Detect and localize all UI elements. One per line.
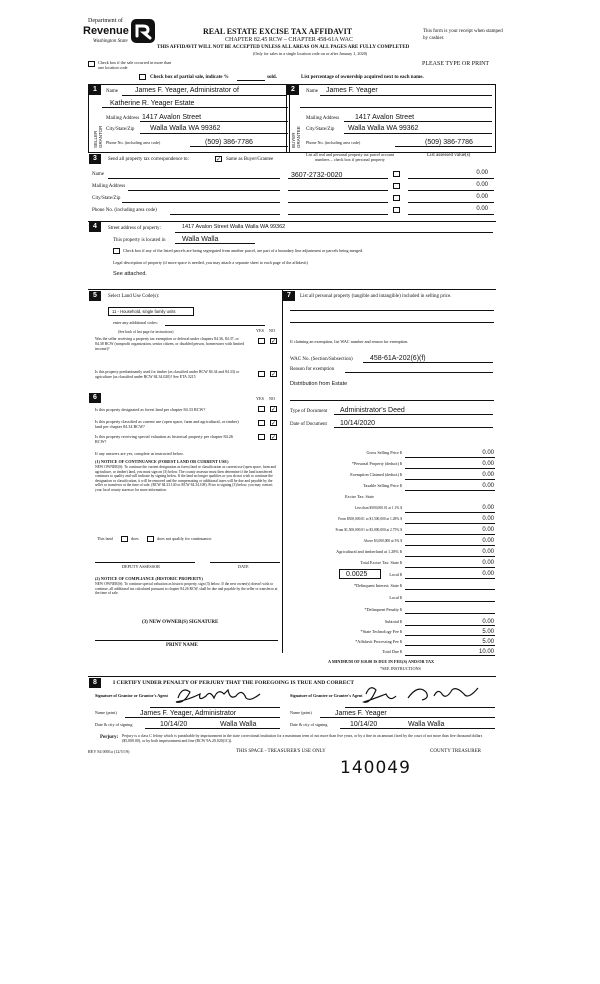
- tax2-label-0: *Delinquent Interest: State $: [353, 583, 402, 588]
- form-only-for: (Only for sales in a single location code on or after January 1, 2020): [253, 51, 368, 56]
- sec6-q1: Is this property designated as forest land per chapter 84.33 RCW?: [95, 407, 206, 412]
- grantor-date-label: Date & city of signing: [95, 722, 133, 727]
- sec5-q2: Is this property predominantly used for timber (as classified under RCW 84.34 and 84.33) or agriculture (as classified under RCW 84.34.020)? See ETA 3215: [95, 370, 240, 379]
- personal-property-label: List all personal property (tangible and intangible) included in selling price.: [300, 294, 452, 299]
- local-label: Local $: [389, 572, 402, 577]
- sec3-city-label: City/State/Zip: [92, 196, 121, 201]
- seller-city-label: City/State/Zip: [106, 127, 135, 132]
- grantee-signature-label: Signature of Grantee or Grantee's Agent: [290, 693, 363, 698]
- sec5-no: NO: [269, 328, 276, 333]
- tax2-label-5: *Affidavit Processing Fee $: [355, 639, 402, 644]
- tax2-value-3: 0.00: [482, 619, 494, 625]
- tax-label-8: Above $3,000,000 at 3% $: [363, 539, 402, 543]
- grantee-name: James F. Yeager: [335, 710, 387, 717]
- multi-location-checkbox[interactable]: [88, 61, 95, 67]
- personal-property-checkbox-1[interactable]: [393, 171, 400, 177]
- legal-description: See attached.: [113, 271, 147, 277]
- segregated-checkbox[interactable]: [113, 248, 120, 254]
- sec3-mailing-label: Mailing Address: [92, 184, 126, 189]
- tax-value-2: 0.00: [482, 472, 494, 478]
- tax-label-9: Agricultural and timberland at 1.28% $: [336, 549, 402, 554]
- tax-value-1: 0.00: [482, 461, 494, 467]
- send-correspondence-label: Send all property tax correspondence to:: [108, 157, 189, 162]
- section-1-number: 1: [89, 85, 101, 95]
- tax-label-2: Exemption Claimed (deduct) $: [350, 472, 402, 477]
- notice1-body: NEW OWNER(S): To continue the current designation as forest land or classification as current use (open space, farm and agriculture, or timber) land, you must sign on (3) below. The county assessor must then determine if the land transferred continues to qualify and will indicate by signing below. If the land no longer qualifies or you do not wish to continue the designation or classification, it will be removed and the compensating or additional taxes will be due and payable by the seller or transferor at the time of sale. (RCW 84.33.140 or RCW 84.34.108). Prior to signing (3) below, you may contact your local county assessor for more information.: [95, 465, 276, 492]
- land-use-value: 11 - Household, single family units: [112, 309, 176, 314]
- legal-description-label: Legal description of property (if more space is needed, you may attach a separate sheet to each page of the affidavit): [113, 260, 308, 265]
- seller-mailing: 1417 Avalon Street: [142, 114, 202, 121]
- receipt-note: This form is your receipt when stamped by cashier.: [423, 29, 503, 41]
- seller-name: James F. Yeager, Administrator of: [135, 87, 239, 94]
- same-as-buyer-label: Same as Buyer/Grantee: [226, 157, 274, 162]
- buyer-name: James F. Yeager: [326, 87, 378, 94]
- notice2-body: NEW OWNER(S): To continue special valuation as historic property, sign (3) below. If the new owner(s) doesn't wish to continue, all additional tax calculated pursuant to chapter 84.26 RCW, shall be due and payable by the seller or transferor at the time of sale.: [95, 582, 278, 595]
- street-address-label: Street address of property:: [108, 226, 161, 231]
- notice1-title: (1) NOTICE OF CONTINUANCE (FOREST LAND OR CURRENT USE): [95, 459, 229, 464]
- grantee-date-label: Date & city of signing: [290, 722, 328, 727]
- grantor-city: Walla Walla: [220, 721, 257, 728]
- tax-label-5: Less than $500,000.01 at 1.1% $: [354, 506, 402, 510]
- grantor-name-label: Name (print): [95, 710, 117, 715]
- segregated-label: Check box if any of the listed parcels are being segregated from another parcel, are part of a boundary line adjustment or parcels being merged.: [123, 248, 364, 253]
- sec5-q1-yes[interactable]: [258, 338, 265, 344]
- stamp-number: 140049: [340, 758, 411, 778]
- same-as-buyer-checkbox[interactable]: ✓: [216, 156, 222, 163]
- tax-label-1: *Personal Property (deduct) $: [351, 461, 402, 466]
- this-land-label: This land: [97, 536, 113, 541]
- section-7-number: 7: [283, 291, 295, 301]
- buyer-city: Walla Walla WA 99362: [348, 125, 419, 132]
- seller-city: Walla Walla WA 99362: [150, 125, 221, 132]
- buyer-side-label: BUYER GRANTEE: [291, 126, 301, 148]
- dor-logo: [130, 18, 156, 44]
- sec5-q2-yes[interactable]: [258, 371, 265, 377]
- personal-property-checkbox-3[interactable]: [393, 195, 400, 201]
- notice2-title: (2) NOTICE OF COMPLIANCE (HISTORIC PROPERTY): [95, 576, 203, 581]
- dept-revenue: Revenue: [83, 25, 129, 37]
- wac-number: 458-61A-202(6)(f): [370, 355, 426, 362]
- perjury-text: Perjury is a class C felony which is punishable by imprisonment in the state correctional institution for a maximum term of not more than five years, or by a fine in an amount fixed by the court of not more than five thousand dollars ($5,000.00), or by both imprisonment and fine (RCW 9A.20.020(1C)).: [122, 734, 483, 743]
- buyer-city-label: City/State/Zip: [306, 127, 335, 132]
- sec6-q3: Is this property receiving special valuation as historical property per chapter 84.26 RCW?: [95, 434, 233, 444]
- sec6-q1-yes[interactable]: [258, 406, 265, 412]
- doc-type-label: Type of Document: [290, 409, 328, 414]
- tax-value-7: 0.00: [482, 527, 494, 533]
- tax2-label-4: *State Technology Fee $: [360, 629, 402, 634]
- sold-label: sold.: [267, 75, 277, 80]
- grantor-signature-label: Signature of Grantor or Grantor's Agent: [95, 693, 168, 698]
- assessed-header: List assessed value(s): [427, 153, 471, 158]
- grantee-signature: [360, 682, 496, 708]
- tax-value-0: 0.00: [482, 450, 494, 456]
- sec6-q2-no[interactable]: ✓: [271, 420, 277, 427]
- sec6-no: NO: [269, 396, 276, 401]
- section-6-number: 6: [89, 393, 101, 403]
- assessed-value-4: 0.00: [476, 206, 488, 212]
- section-2-number: 2: [287, 85, 299, 95]
- land-use-label: Select Land Use Code(s):: [108, 294, 160, 299]
- partial-sale-label: Check box of partial sale, indicate %: [150, 75, 229, 80]
- assessed-value-1: 0.00: [476, 170, 488, 176]
- print-name-label: PRINT NAME: [166, 643, 198, 648]
- doc-date-label: Date of Document: [290, 422, 327, 427]
- tax-value-9: 0.00: [482, 549, 494, 555]
- tax-value-3: 0.00: [482, 483, 494, 489]
- please-type: PLEASE TYPE OR PRINT: [422, 61, 490, 67]
- personal-property-checkbox-2[interactable]: [393, 183, 400, 189]
- seller-phone-label: Phone No. (including area code): [106, 140, 161, 145]
- tax-label-10: Total Excise Tax: State $: [360, 560, 402, 565]
- personal-property-checkbox-4[interactable]: [393, 207, 400, 213]
- reason-label: Reason for exemption: [290, 367, 335, 372]
- minimum-due: A MINIMUM OF $10.00 IS DUE IN FEE(S) AND/OR TAX: [328, 659, 435, 664]
- tax2-label-2: *Delinquent Penalty $: [364, 607, 402, 612]
- buyer-mailing: 1417 Avalon Street: [355, 114, 415, 121]
- grantee-date: 10/14/20: [350, 721, 378, 728]
- tax2-value-5: 5.00: [482, 639, 494, 645]
- sec6-q2-yes[interactable]: [258, 420, 265, 426]
- land-does-not-checkbox[interactable]: [147, 536, 154, 542]
- seller-phone: (509) 386-7786: [205, 139, 253, 146]
- tax2-value-4: 5.00: [482, 629, 494, 635]
- parcels-header: List all real and personal property tax parcel account numbers – check box if personal property: [305, 152, 395, 162]
- sec6-q2: Is this property classified as current use (open space, farm and agricultural, or timber) land per chapter 84.34 RCW?: [95, 419, 239, 429]
- sec6-q1-no[interactable]: ✓: [271, 406, 277, 413]
- tax-value-6: 0.00: [482, 516, 494, 522]
- sec6-q3-no[interactable]: ✓: [271, 434, 277, 441]
- tax-label-4: Excise Tax: State: [345, 494, 374, 499]
- sec6-q3-yes[interactable]: [258, 434, 265, 440]
- assessed-value-2: 0.00: [476, 182, 488, 188]
- tax-label-6: From $500,000.01 to $1,500,000 at 1.28% $: [338, 517, 402, 521]
- street-address: 1417 Avalon Street Walla Walla WA 99362: [182, 224, 286, 230]
- dept-state: Washington State: [93, 39, 128, 44]
- land-does-label: does: [131, 536, 139, 541]
- multi-location-label: Check box if the sale occurred in more than one location code: [98, 60, 172, 70]
- seller-mailing-label: Mailing Address: [106, 116, 140, 121]
- treasurer-use-label: THIS SPACE - TREASURER'S USE ONLY: [236, 749, 326, 754]
- sec3-name-label: Name: [92, 172, 104, 177]
- buyer-mailing-label: Mailing Address: [306, 116, 340, 121]
- new-owner-signature-label: (3) NEW OWNER(S) SIGNATURE: [142, 620, 219, 625]
- seller-side-label: SELLER GRANTOR: [93, 125, 103, 148]
- grantor-name: James F. Yeager, Administrator: [140, 710, 237, 717]
- buyer-phone: (509) 386-7786: [425, 139, 473, 146]
- certify-statement: I CERTIFY UNDER PENALTY OF PERJURY THAT THE FOREGOING IS TRUE AND CORRECT: [113, 680, 355, 686]
- deputy-assessor-label: DEPUTY ASSESSOR: [122, 564, 160, 569]
- county-treasurer-label: COUNTY TREASURER: [430, 749, 481, 754]
- form-title: REAL ESTATE EXCISE TAX AFFIDAVIT: [203, 27, 353, 36]
- sec5-q2-no[interactable]: ✓: [271, 371, 277, 378]
- located-in-label: This property is located in: [113, 238, 166, 243]
- tax-value-8: 0.00: [482, 538, 494, 544]
- section-3-number: 3: [89, 154, 101, 164]
- perjury-title: Perjury:: [100, 735, 119, 740]
- grantor-signature: [170, 684, 280, 708]
- claiming-exemption-label: If claiming an exemption, list WAC number and reason for exemption.: [290, 339, 409, 344]
- sec5-q1: Was the seller receiving a property tax exemption or deferral under chapters 84.36, 84.37, or 84.38 RCW (nonprofit organization, senior citizen, or disabled person, homeowner with limited income)?: [95, 337, 245, 351]
- buyer-name-label: Name: [306, 89, 318, 94]
- grantee-name-label: Name (print): [290, 710, 312, 715]
- assessed-value-3: 0.00: [476, 194, 488, 200]
- tax2-label-6: Total Due $: [382, 649, 402, 654]
- list-percentage: List percentage of ownership acquired next to each name.: [301, 75, 424, 80]
- grantor-date: 10/14/20: [160, 721, 188, 728]
- form-warning: THIS AFFIDAVIT WILL NOT BE ACCEPTED UNLESS ALL AREAS ON ALL PAGES ARE FULLY COMPLETED: [157, 45, 410, 50]
- tax-label-7: From $1,500,000.01 to $3,000,000 at 2.75% $: [335, 528, 402, 532]
- tax2-label-1: Local $: [389, 595, 402, 600]
- tax-value-5: 0.00: [482, 505, 494, 511]
- section-4-number: 4: [89, 222, 101, 232]
- doc-date: 10/14/2020: [340, 420, 376, 427]
- deputy-date-label: DATE: [238, 564, 249, 569]
- land-does-checkbox[interactable]: [121, 536, 128, 542]
- tax-label-3: Taxable Selling Price $: [363, 483, 402, 488]
- see-back-label: (See back of last page for instructions): [118, 330, 174, 334]
- tax-label-0: Gross Selling Price $: [366, 450, 402, 455]
- see-instructions: *SEE INSTRUCTIONS: [380, 666, 421, 671]
- grantee-city: Walla Walla: [408, 721, 445, 728]
- sec6-yes: YES: [256, 396, 264, 401]
- sec5-yes: YES: [256, 328, 264, 333]
- wac-label: WAC No. (Section/Subsection): [290, 357, 353, 362]
- section-5-number: 5: [89, 291, 101, 301]
- if-yes-label: If any answers are yes, complete as instructed below.: [95, 451, 184, 456]
- tax-value-10: 0.00: [482, 560, 494, 566]
- seller-name-2: Katherine R. Yeager Estate: [110, 100, 195, 107]
- tax2-value-6: 10.00: [478, 649, 494, 655]
- local-rate: 0.0025: [346, 571, 368, 578]
- parcel-number-1: 3607-2732-0020: [291, 172, 343, 179]
- sec5-q1-no[interactable]: ✓: [271, 338, 277, 345]
- exemption-reason: Distribution from Estate: [290, 381, 348, 387]
- form-number: REV 84 0001a (12/5/19): [88, 749, 130, 754]
- partial-sale-checkbox[interactable]: [139, 74, 146, 80]
- buyer-phone-label: Phone No. (including area code): [306, 140, 361, 145]
- land-does-not-label: does not qualify for continuance.: [157, 536, 213, 541]
- enter-additional-label: enter any additional codes:: [113, 320, 158, 325]
- doc-type: Administrator's Deed: [340, 407, 405, 414]
- sec3-phone-label: Phone No. (including area code): [92, 208, 157, 213]
- dept-of: Department of: [88, 18, 123, 24]
- section-8-number: 8: [89, 678, 101, 688]
- tax2-label-3: Subtotal $: [384, 619, 402, 624]
- local-value: 0.00: [482, 571, 494, 577]
- seller-name-label: Name: [106, 89, 118, 94]
- located-in: Walla Walla: [182, 236, 219, 243]
- form-chapter: CHAPTER 82.45 RCW – CHAPTER 458-61A WAC: [225, 37, 353, 43]
